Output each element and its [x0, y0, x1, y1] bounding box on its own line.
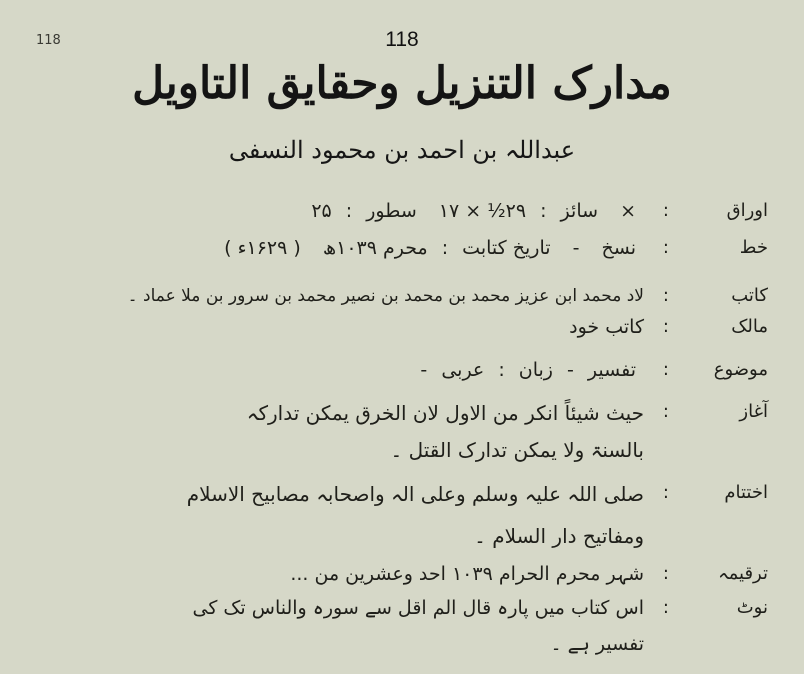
corner-page-number: 118 — [36, 33, 61, 48]
label-subject: موضوع — [713, 359, 768, 380]
row-explicit: اختتام : صلی اللہ علیہ وسلم وعلی الہ واصحابہ مصابیح الاسلام — [0, 482, 804, 518]
note-line-1: اس کتاب میں پارہ قال الم اقل سے سورہ والناس تک کی — [192, 597, 644, 619]
row-scribe: کاتب : لاد محمد ابن عزیز محمد بن محمد بن نصیر محمد بن سرور بن ملا عماد ۔ — [0, 285, 804, 321]
date-value: محرم ۱۰۳۹ھ — [322, 237, 428, 259]
lines-label: سطور — [366, 200, 417, 222]
label-script: خط — [739, 237, 768, 258]
row-colophon: ترقیمہ : شہر محرم الحرام ۱۰۳۹ احد وعشرین من ... — [0, 563, 804, 599]
page-number: 118 — [385, 28, 419, 51]
explicit-line-2: ومفاتیح دار السلام ۔ — [474, 524, 644, 548]
row-note-cont — [0, 633, 804, 669]
lines-value: ۲۵ — [311, 200, 332, 222]
language-label: زبان — [518, 359, 553, 381]
language-value: عربی — [441, 359, 485, 381]
incipit-line-1: حیث شیئاً انکر من الاول لان الخرق یمکن تدارکہ — [246, 401, 644, 425]
manuscript-author: عبداللہ بن احمد بن محمود النسفی — [228, 136, 576, 164]
scribe-value: لاد محمد ابن عزیز محمد بن محمد بن نصیر محمد بن سرور بن ملا عماد ۔ — [127, 286, 644, 306]
row-incipit: آغاز : حیث شیئاً انکر من الاول لان الخرق یمکن تدارکہ — [0, 401, 804, 437]
script-type: نسخ — [601, 237, 636, 259]
label-incipit: آغاز — [739, 401, 768, 422]
label-folios: اوراق — [726, 200, 768, 221]
row-owner: مالک : کاتب خود — [0, 316, 804, 352]
colophon-value: شہر محرم الحرام ۱۰۳۹ احد وعشرین من ... — [290, 563, 644, 585]
label-scribe: کاتب — [731, 285, 768, 306]
size-value: ۲۹½ × ۱۷ — [438, 200, 527, 222]
date-label: تاریخ کتابت — [462, 237, 551, 259]
subject-value: تفسیر — [587, 359, 636, 381]
gregorian-date: ( ۱۶۲۹ء ) — [224, 237, 301, 259]
label-note: نوٹ — [736, 597, 768, 618]
label-colophon: ترقیمہ — [718, 563, 768, 584]
row-script: خط : نسخ - تاریخ کتابت : محرم ۱۰۳۹ھ ( ۱۶۲۹ء ) — [0, 237, 804, 273]
note-line-2: تفسیر ہے ۔ — [550, 633, 644, 655]
explicit-line-1: صلی اللہ علیہ وسلم وعلی الہ واصحابہ مصابیح الاسلام — [186, 482, 644, 506]
manuscript-title: مدارک التنزیل وحقایق التاویل — [132, 58, 672, 109]
size-label: سائز — [560, 200, 599, 222]
incipit-line-2: بالسنۃ ولا یمکن تدارک القتل ۔ — [390, 438, 644, 462]
row-explicit-cont — [0, 524, 804, 560]
label-owner: مالک — [731, 316, 768, 337]
row-incipit-cont — [0, 438, 804, 474]
label-explicit: اختتام — [724, 482, 768, 503]
row-note: نوٹ : اس کتاب میں پارہ قال الم اقل سے سورہ والناس تک کی — [0, 597, 804, 633]
row-folios: اوراق : × سائز : ۲۹½ × ۱۷ سطور : ۲۵ — [0, 200, 804, 236]
owner-value: کاتب خود — [569, 316, 644, 338]
row-subject: موضوع : تفسیر - زبان : عربی - — [420, 359, 768, 381]
script-dash: - — [572, 237, 580, 259]
folios-count-mark: × — [620, 200, 636, 222]
